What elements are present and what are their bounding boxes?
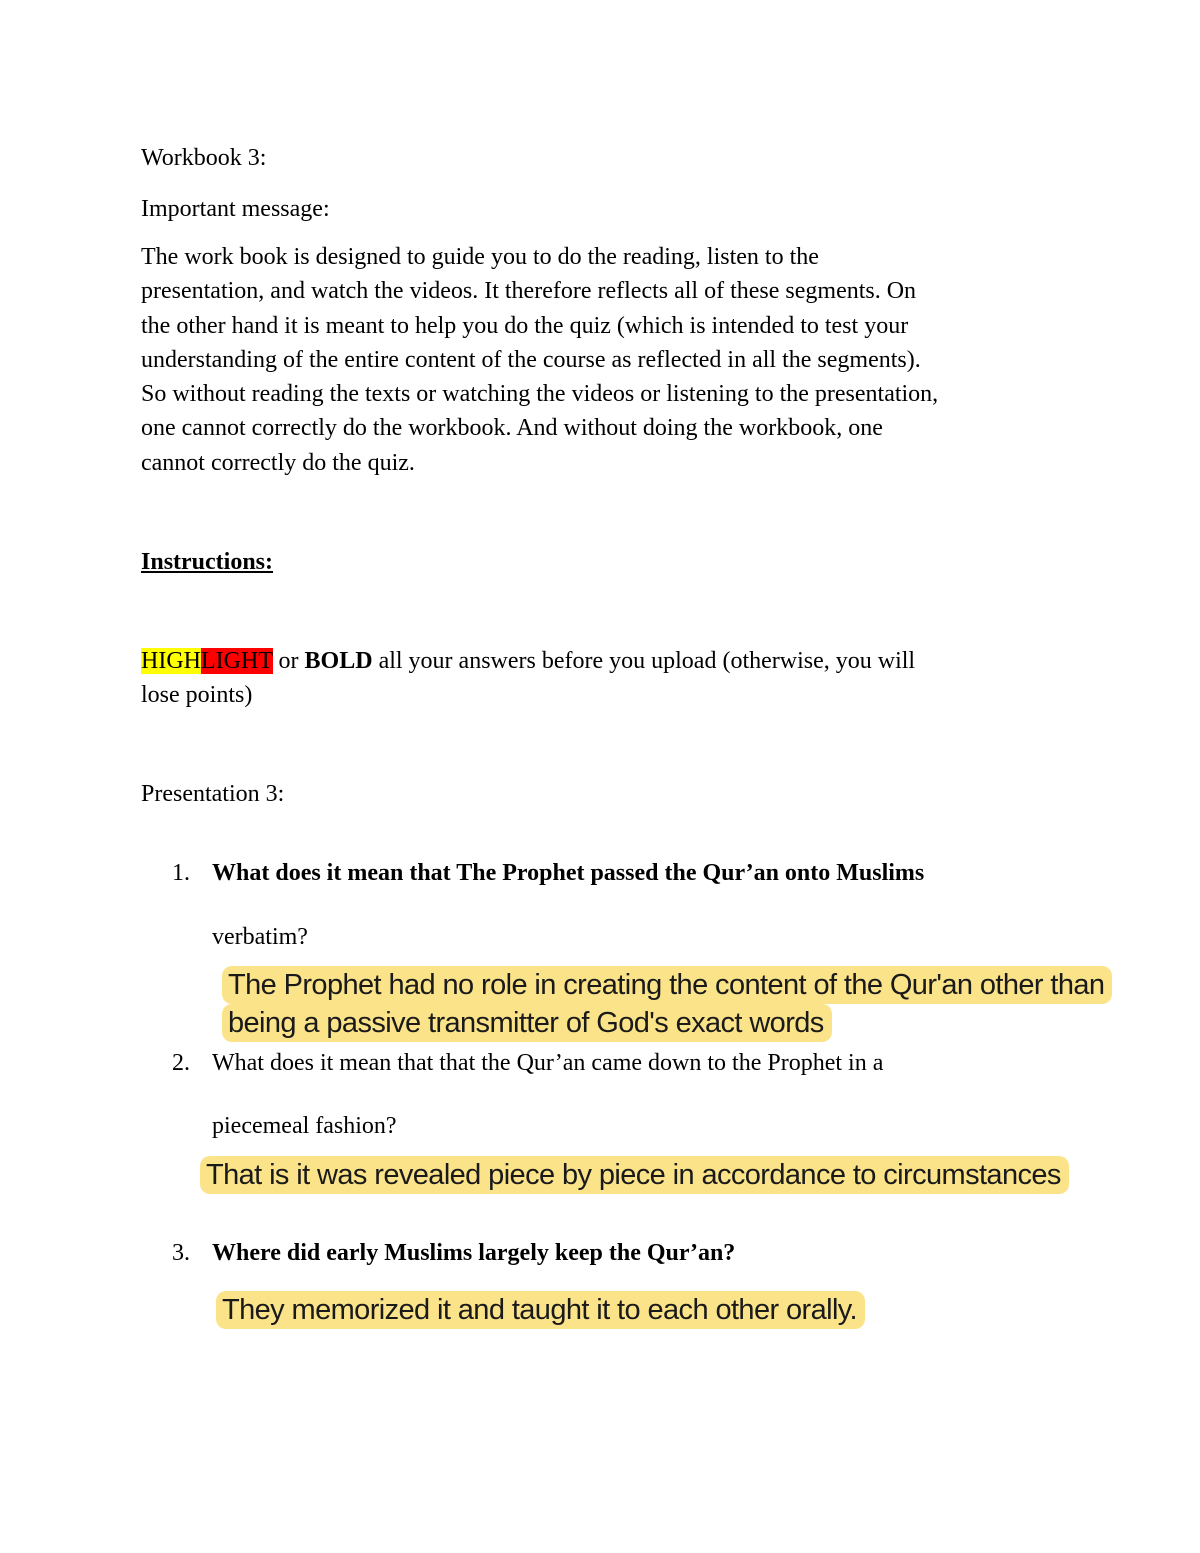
message-line: The work book is designed to guide you to do the reading, listen to the: [141, 244, 819, 270]
question-number: 3.: [172, 1240, 190, 1266]
question-text: What does it mean that The Prophet passed the Qur’an onto Muslims: [212, 860, 925, 886]
message-line: presentation, and watch the videos. It therefore reflects all of these segments. On: [141, 278, 917, 305]
bold-word: BOLD: [304, 648, 373, 674]
answer-highlight: [222, 966, 1112, 1004]
highlight-word-yellow: HIGH: [141, 648, 201, 674]
instructions-heading: Instructions:: [141, 549, 274, 575]
message-line: cannot correctly do the quiz.: [141, 449, 415, 476]
highlight-word-red: LIGHT: [201, 648, 273, 674]
instruction-line-2: lose points): [141, 682, 253, 708]
question-text-continued: verbatim?: [212, 924, 308, 950]
presentation-heading: Presentation 3:: [141, 781, 285, 807]
message-line: understanding of the entire content of the course as reflected in all the segments).: [141, 346, 921, 373]
answer-highlight: [200, 1156, 1069, 1194]
answer-highlight: [216, 1291, 865, 1329]
answer-line: That is it was revealed piece by piece in accordance to circumstances: [200, 1156, 1069, 1194]
message-line: So without reading the texts or watching the videos or listening to the presentation,: [141, 381, 939, 408]
workbook-title: Workbook 3:: [141, 145, 267, 171]
question-number: 2.: [172, 1050, 190, 1076]
answer-line: They memorized it and taught it to each other orally.: [216, 1291, 865, 1329]
or-text: or: [272, 648, 305, 674]
important-message-label: Important message:: [141, 196, 330, 222]
message-line: the other hand it is meant to help you do the quiz (which is intended to test your: [141, 312, 909, 339]
question-text-plain: What does it mean that that the Qur’an came down to the Prophet in a: [212, 1050, 884, 1076]
question-number: 1.: [172, 860, 190, 886]
question-text-continued: piecemeal fashion?: [212, 1113, 397, 1139]
answer-line: The Prophet had no role in creating the content of the Qur'an other than: [222, 966, 1112, 1004]
question-text: Where did early Muslims largely keep the Qur’an?: [212, 1240, 736, 1266]
important-message-paragraph: [141, 240, 1081, 480]
instruction-line-1: [141, 644, 915, 678]
question-text: [212, 1046, 883, 1080]
message-line: one cannot correctly do the workbook. And without doing the workbook, one: [141, 415, 883, 442]
answer-line: being a passive transmitter of God's exact words: [222, 1004, 832, 1042]
answer-highlight: [222, 1004, 832, 1042]
instruction-rest: all your answers before you upload (otherwise, you will: [372, 648, 916, 674]
